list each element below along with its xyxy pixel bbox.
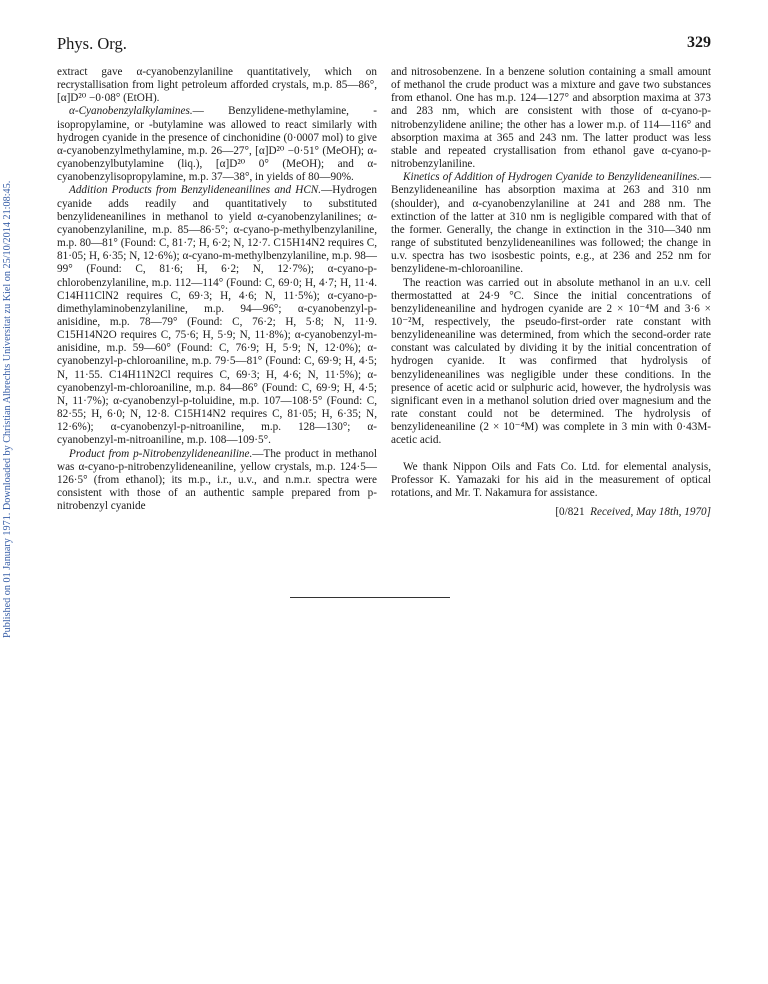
paragraph-body: — Benzylidene-methylamine, -isopropylamine, or -butylamine was allowed to react similarly with hydrogen cyanide in the presence of cinchonidine (0·0007 mol) to give α-cyanobenzylmethylamine, m.p. 26—27°, [α]D²⁰ −0·51° (MeOH); α-cyanobenzylbutylamine (liq.), [α]D²⁰ 0° (MeOH); and α-cyanobenzylisopropylamine, m.p. 37—38°, in yields of 80—90%. [57,105,377,184]
section-heading: Addition Products from Benzylideneanilines and HCN. [69,184,322,197]
received-label: Received, [590,506,634,518]
paragraph: extract gave α-cyanobenzylaniline quantitatively, which on recrystallisation from light petroleum afforded crystals, m.p. 85—86°, [α]D²⁰ −0·08° (EtOH). [57,66,377,105]
watermark-text[interactable]: Published on 01 January 1971. Downloaded by Christian Albrechts Universitat zu Kiel on 25/10/2014 21:08:45. [2,180,13,638]
paragraph-body: —The product in methanol was α-cyano-p-nitrobenzylideneaniline, yellow crystals, m.p. 124·5—126·5° (from ethanol); its m.p., i.r., u.v., and n.m.r. spectra were consistent with those of an authentic sample prepared from p-nitrobenzyl cyanide [57,447,377,513]
paragraph-body: —Hydrogen cyanide adds readily and quantitatively to substituted benzylideneanilines in methanol to yield α-cyanobenzylanilines; α-cyanobenzylaniline, m.p. 85—86·5°; α-cyano-p-methylbenzylaniline, m.p. 80—81° (Found: C, 81·7; H, 6·2; N, 12·7. C15H14N2 requires C, 81·05; H, 6·35; N, 12·6%); α-cyano-m-methylbenzylaniline, m.p. 98—99° (Found: C, 81·6; H, 6·2; N, 12·7%); α-cyano-p-chlorobenzylaniline, m.p. 112—114° (Found: C, 69·0; H, 4·7; H, 11·4. C14H11ClN2 requires C, 69·3; H, 4·6; N, 11·5%); α-cyano-p-dimethylaminobenzylaniline, m.p. 94—96°; α-cyanobenzyl-p-anisidine, m.p. 78—79° (Found: C, 76·2; H, 5·8; N, 11·9. C15H14N2O requires C, 75·6; H, 5·9; N, 11·8%); α-cyanobenzyl-m-anisidine, m.p. 59—60° (Found: C, 76·9; H, 5·9; N, 12·0%); α-cyanobenzyl-p-chloroaniline, m.p. 79·5—81° (Found: C, 69·9; H, 4·5; N, 11·55. C14H11N2Cl requires C, 69·3; H, 4·6; N, 11·5%); α-cyanobenzyl-m-chloroaniline, m.p. 84—86° (Found: C, 69·9; H, 4·5; N, 11·7%); α-cyanobenzyl-p-toluidine, m.p. 107—108·5° (Found: C, 82·55; H, 6·0; N, 12·8. C15H14N2 requires C, 81·05; H, 6·35; N, 12·6%); α-cyanobenzyl-p-nitroaniline, m.p. 128—130°; α-cyanobenzyl-m-nitroaniline, m.p. 108—109·5°. [57,184,377,447]
received-date: May 18th, 1970] [636,506,711,518]
spacer [391,448,711,461]
paragraph-nitro-product [57,448,377,514]
left-column [57,66,377,513]
download-watermark [2,0,14,984]
paragraph-addition-products [57,184,377,447]
paragraph-alkylamines [57,105,377,184]
paragraph-reaction: The reaction was carried out in absolute methanol in an u.v. cell thermostatted at 24·9 °C. Since the initial concentrations of benzylideneaniline and hydrogen cyanide are 2 × 10⁻⁴M and 3·6 × 10⁻²M, respectively, the pseudo-first-order rate constant with benzylideneaniline was determined, from which the second-order rate constant was calculated by dividing it by the initial concentration of hydrogen cyanide. It was confirmed that hydrolysis of benzylideneanilines was negligible under these conditions. In the presence of acetic acid or sulphuric acid, however, the hydrolysis was significant even in a methanol solution dried over magnesium and the rate constant could not be determined. The hydrolysis of benzylideneaniline (2 × 10⁻⁴M) was complete in 3 min with 0·43M-acetic acid. [391,276,711,447]
paragraph-kinetics [391,171,711,276]
running-head [57,34,711,54]
section-heading: Product from p-Nitrobenzylideneaniline. [69,447,253,460]
paragraph: and nitrosobenzene. In a benzene solution containing a small amount of methanol the crude product was a mixture and gave two substances from ethanol. One has m.p. 124—127° and absorption maxima at 373 and 283 nm, which are consistent with those of α-cyano-p-nitrobenzylidene aniline; the other has a lower m.p. of 114—116° and absorption maxima at 365 and 243 nm. The latter product was less stable and repeated crystallisation from ethanol gave α-cyano-p-nitrobenzylaniline. [391,66,711,171]
section-heading: Kinetics of Addition of Hydrogen Cyanide to Benzylideneanilines. [403,171,700,184]
paragraph-body: —Benzylideneaniline has absorption maxima at 263 and 310 nm (shoulder), and α-cyanobenzylaniline at 241 and 288 nm. The extinction of the latter at 310 nm is negligible compared with that of the former. Generally, the change in extinction in the 310—340 nm range of substituted benzylideneanilines was followed; the change in u.v. spectra has two isosbestic points, e.g., at 236 and 252 nm for benzylidene-m-chloroaniline. [391,171,711,276]
received-line [391,506,711,519]
reference-code: [0/821 [555,506,585,518]
section-heading: α-Cyanobenzylalkylamines. [69,105,193,118]
journal-title: Phys. Org. [57,34,127,53]
page-number: 329 [687,34,711,51]
acknowledgement: We thank Nippon Oils and Fats Co. Ltd. for elemental analysis, Professor K. Yamazaki for his aid in the measurement of optical rotations, and Mr. T. Nakamura for assistance. [391,460,711,499]
right-column [391,66,711,519]
end-rule [290,597,450,598]
